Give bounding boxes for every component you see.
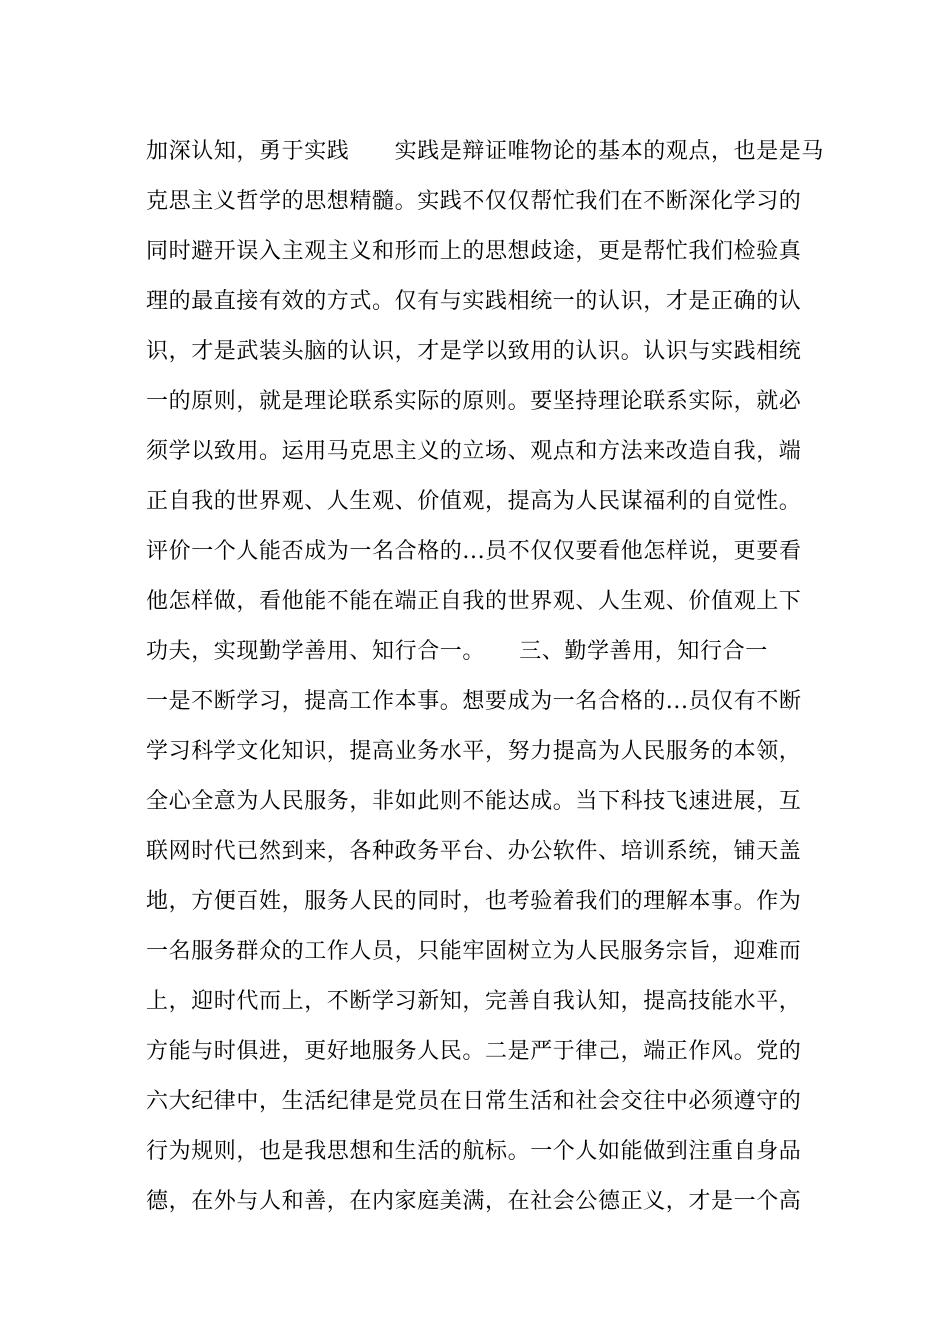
text-line-10: 他怎样做，看他能不能在端正自我的世界观、人生观、价值观上下 [146,589,802,614]
text-line-7: 须学以致用。运用马克思主义的立场、观点和方法来改造自我，端 [146,439,802,464]
text-line-15: 联网时代已然到来，各种政务平台、办公软件、培训系统，铺天盖 [146,839,802,864]
text-line-18: 上，迎时代而上，不断学习新知，完善自我认知，提高技能水平， [146,989,802,1014]
text-line-19: 方能与时俱进，更好地服务人民。二是严于律己，端正作风。党的 [146,1039,802,1064]
text-line-22: 德，在外与人和善，在内家庭美满，在社会公德正义，才是一个高 [146,1189,802,1214]
text-line-3: 同时避开误入主观主义和形而上的思想歧途，更是帮忙我们检验真 [146,239,802,264]
text-line-6: 一的原则，就是理论联系实际的原则。要坚持理论联系实际，就必 [146,389,802,414]
body-text [146,133,825,1233]
text-line-5: 识，才是武装头脑的认识，才是学以致用的认识。认识与实践相统 [146,339,802,364]
text-line-4: 理的最直接有效的方式。仅有与实践相统一的认识，才是正确的认 [146,289,802,314]
text-line-17: 一名服务群众的工作人员，只能牢固树立为人民服务宗旨，迎难而 [146,939,802,964]
text-line-2: 克思主义哲学的思想精髓。实践不仅仅帮忙我们在不断深化学习的 [146,189,802,214]
text-line-9: 评价一个人能否成为一名合格的...员不仅仅要看他怎样说，更要看 [146,539,802,564]
text-line-16: 地，方便百姓，服务人民的同时，也考验着我们的理解本事。作为 [146,889,802,914]
text-line-8: 正自我的世界观、人生观、价值观，提高为人民谋福利的自觉性。 [146,489,802,514]
text-line-20: 六大纪律中，生活纪律是党员在日常生活和社会交往中必须遵守的 [146,1089,802,1114]
text-line-21: 行为规则，也是我思想和生活的航标。一个人如能做到注重自身品 [146,1139,802,1164]
text-line-1: 加深认知，勇于实践 实践是辩证唯物论的基本的观点，也是是马 [146,139,825,164]
text-line-14: 全心全意为人民服务，非如此则不能达成。当下科技飞速进展，互 [146,789,802,814]
text-line-11: 功夫，实现勤学善用、知行合一。 三、勤学善用，知行合一 [146,639,768,664]
text-line-13: 学习科学文化知识，提高业务水平，努力提高为人民服务的本领， [146,739,802,764]
text-line-12: 一是不断学习，提高工作本事。想要成为一名合格的...员仅有不断 [146,689,802,714]
